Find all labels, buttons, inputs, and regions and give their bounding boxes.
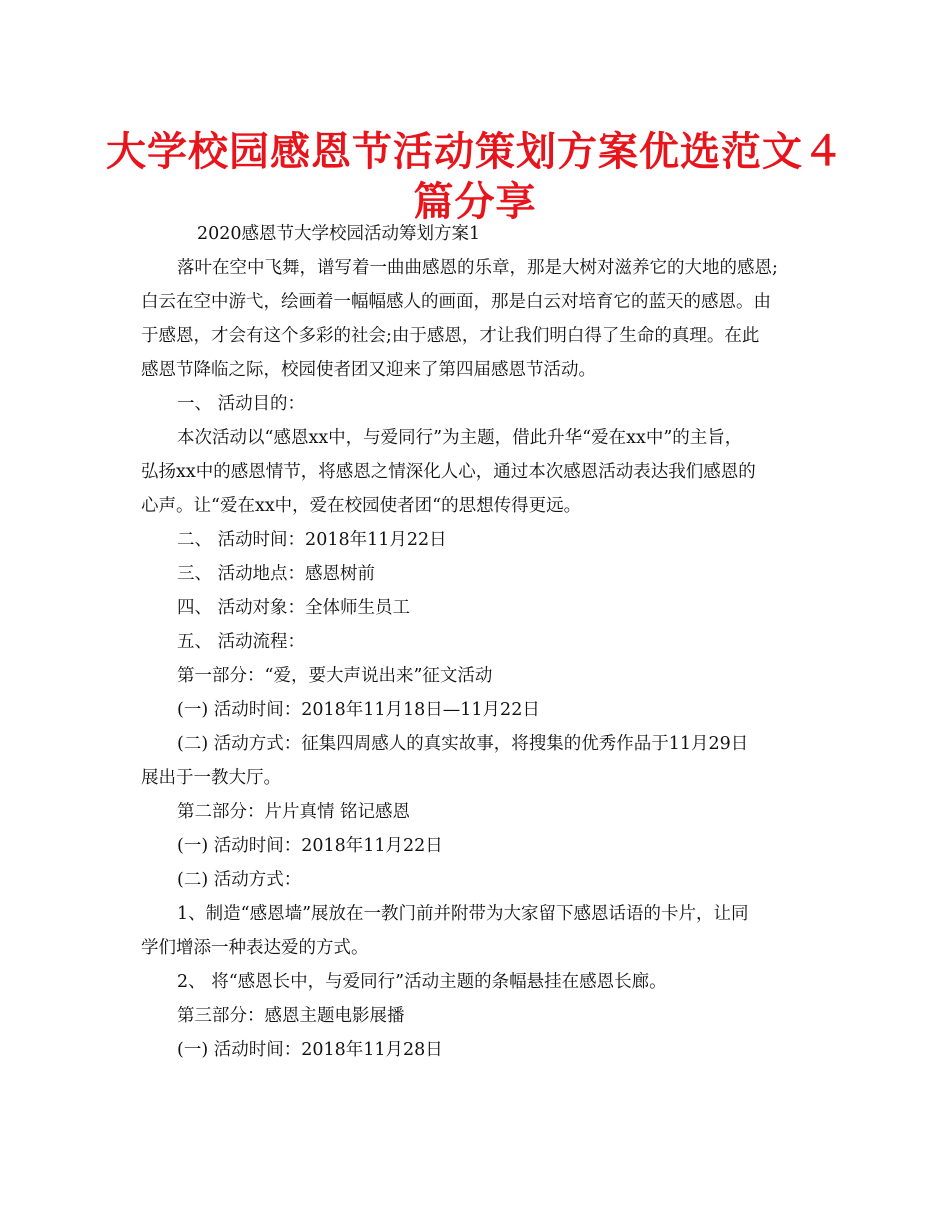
paragraph-line: 第一部分：“爱，要大声说出来”征文活动: [177, 666, 493, 686]
paragraph-line: 1、制造“感恩墙”展放在一教门前并附带为大家留下感恩话语的卡片，让同: [177, 904, 749, 924]
paragraph-line: 本次活动以“感恩xx中，与爱同行”为主题，借此升华“爱在xx中”的主旨，: [177, 428, 743, 448]
paragraph-line: 心声。让“爱在xx中，爱在校园使者团“的思想传得更远。: [141, 496, 582, 516]
paragraph-line: 2、 将“感恩长中，与爱同行”活动主题的条幅悬挂在感恩长廊。: [177, 972, 667, 992]
paragraph-line: 五、 活动流程：: [177, 632, 306, 652]
paragraph-line: (一) 活动时间：2018年11月28日: [177, 1040, 443, 1060]
paragraph-line: (一) 活动时间：2018年11月18日—11月22日: [177, 700, 540, 720]
paragraph-line: 展出于一教大厅。: [141, 768, 281, 788]
paragraph-line: 一、 活动目的：: [177, 394, 306, 414]
paragraph-line: 第三部分：感恩主题电影展播: [177, 1006, 405, 1026]
paragraph-line: 学们增添一种表达爱的方式。: [141, 938, 369, 958]
paragraph-line: 第二部分：片片真情 铭记感恩: [177, 802, 411, 822]
paragraph-line: (二) 活动方式：征集四周感人的真实故事，将搜集的优秀作品于11月29日: [177, 734, 749, 754]
paragraph-line: 于感恩，才会有这个多彩的社会;由于感恩，才让我们明白得了生命的真理。在此: [141, 326, 760, 346]
paragraph-line: 落叶在空中飞舞，谱写着一曲曲感恩的乐章，那是大树对滋养它的大地的感恩;: [177, 258, 778, 278]
paragraph-line: (二) 活动方式：: [177, 870, 302, 890]
paragraph-line: 白云在空中游弋，绘画着一幅幅感人的画面，那是白云对培育它的蓝天的感恩。由: [141, 292, 771, 312]
section-subtitle: 2020感恩节大学校园活动筹划方案1: [197, 224, 481, 244]
title-line-2: 篇分享: [413, 179, 537, 225]
paragraph-line: 四、 活动对象：全体师生员工: [177, 598, 411, 618]
title-line-1: 大学校园感恩节活动策划方案优选范文４: [106, 129, 844, 175]
document-title: [100, 127, 850, 227]
paragraph-line: (一) 活动时间：2018年11月22日: [177, 836, 443, 856]
paragraph-line: 三、 活动地点：感恩树前: [177, 564, 376, 584]
paragraph-line: 二、 活动时间：2018年11月22日: [177, 530, 447, 550]
paragraph-line: 感恩节降临之际，校园使者团又迎来了第四届感恩节活动。: [141, 360, 596, 380]
paragraph-line: 弘扬xx中的感恩情节，将感恩之情深化人心，通过本次感恩活动表达我们感恩的: [141, 462, 756, 482]
